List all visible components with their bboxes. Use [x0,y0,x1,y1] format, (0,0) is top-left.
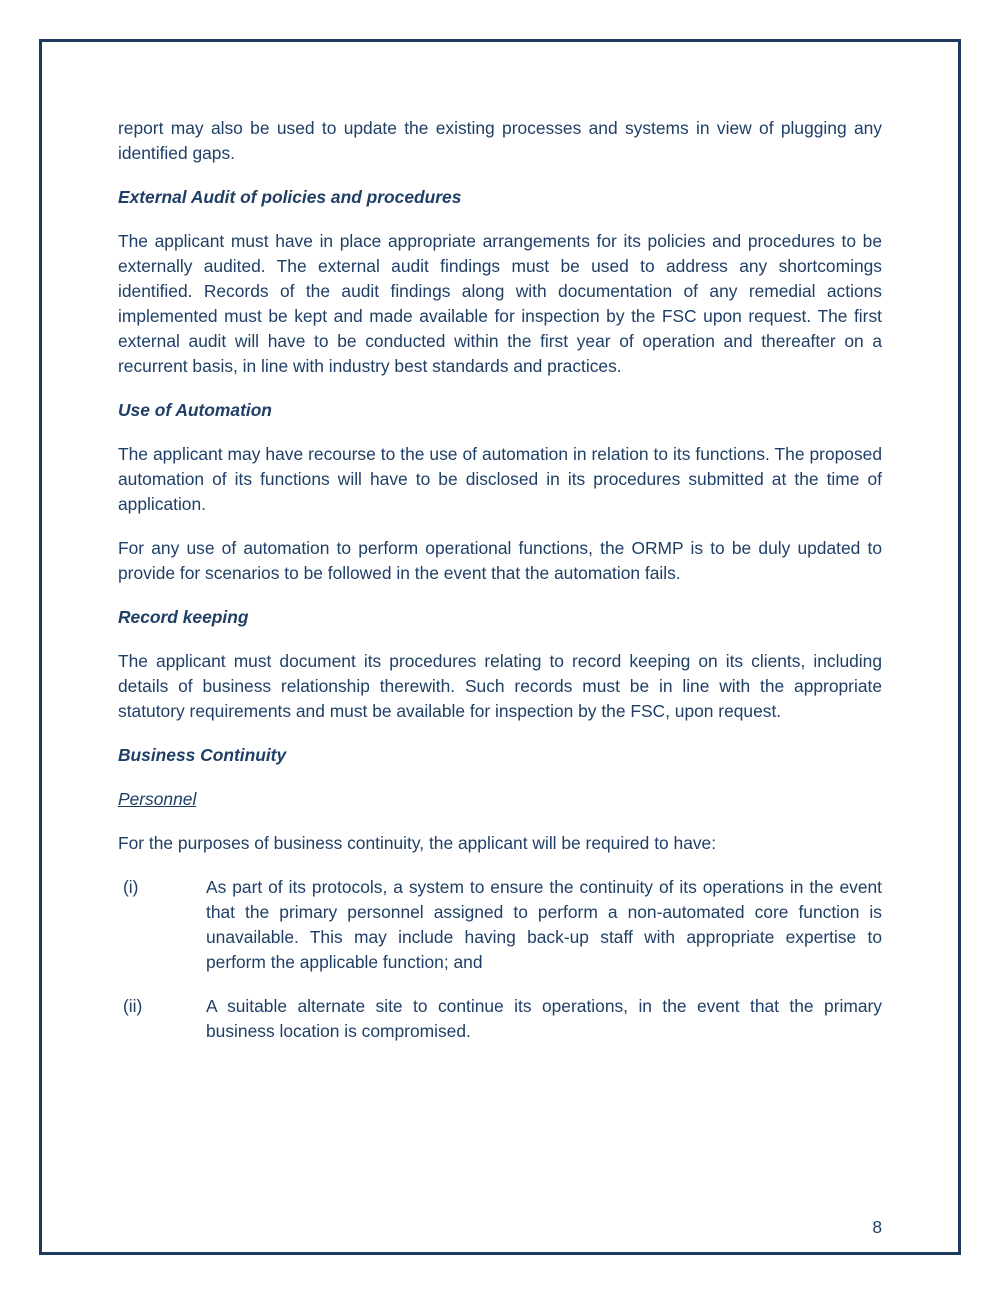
list-item-text: A suitable alternate site to continue its operations, in the event that the primary business location is compromised. [206,996,882,1041]
paragraph-intro: report may also be used to update the existing processes and systems in view of plugging any identified gaps. [118,118,882,163]
paragraph-automation-2: For any use of automation to perform operational functions, the ORMP is to be duly updated to provide for scenarios to be followed in the event that the automation fails. [118,538,882,583]
heading-use-of-automation: Use of Automation [118,400,272,420]
paragraph-personnel-intro: For the purposes of business continuity, the applicant will be required to have: [118,833,717,853]
heading-business-continuity: Business Continuity [118,745,287,765]
heading-external-audit: External Audit of policies and procedures [118,187,462,207]
page-number: 8 [872,1217,882,1237]
subheading-personnel-text: Personnel [118,789,197,809]
list-item [118,875,882,975]
list-marker: (ii) [123,996,143,1016]
list-item-text: As part of its protocols, a system to ensure the continuity of its operations in the event that the primary personnel assigned to perform a non-automated core function is unavailable. This may include having back-up staff with appropriate expertise to perform the applicable function; and [206,877,882,972]
subheading-personnel [118,787,882,812]
heading-record-keeping: Record keeping [118,607,249,627]
list-marker: (i) [123,877,139,897]
paragraph-automation-1: The applicant may have recourse to the use of automation in relation to its functions. The proposed automation of its functions will have to be disclosed in its procedures submitted at the time of application. [118,444,882,514]
paragraph-external-audit: The applicant must have in place appropriate arrangements for its policies and procedures to be externally audited. The external audit findings must be used to address any shortcomings identified. Records of the audit findings along with documentation of any remedial actions implemented must be kept and made available for inspection by the FSC upon request. The first external audit will have to be conducted within the first year of operation and thereafter on a recurrent basis, in line with industry best standards and practices. [118,231,882,376]
list-item [118,994,882,1044]
paragraph-record-keeping: The applicant must document its procedures relating to record keeping on its clients, including details of business relationship therewith. Such records must be in line with the appropriate statutory requirements and must be available for inspection by the FSC, upon request. [118,651,882,721]
document-body [118,116,882,1063]
